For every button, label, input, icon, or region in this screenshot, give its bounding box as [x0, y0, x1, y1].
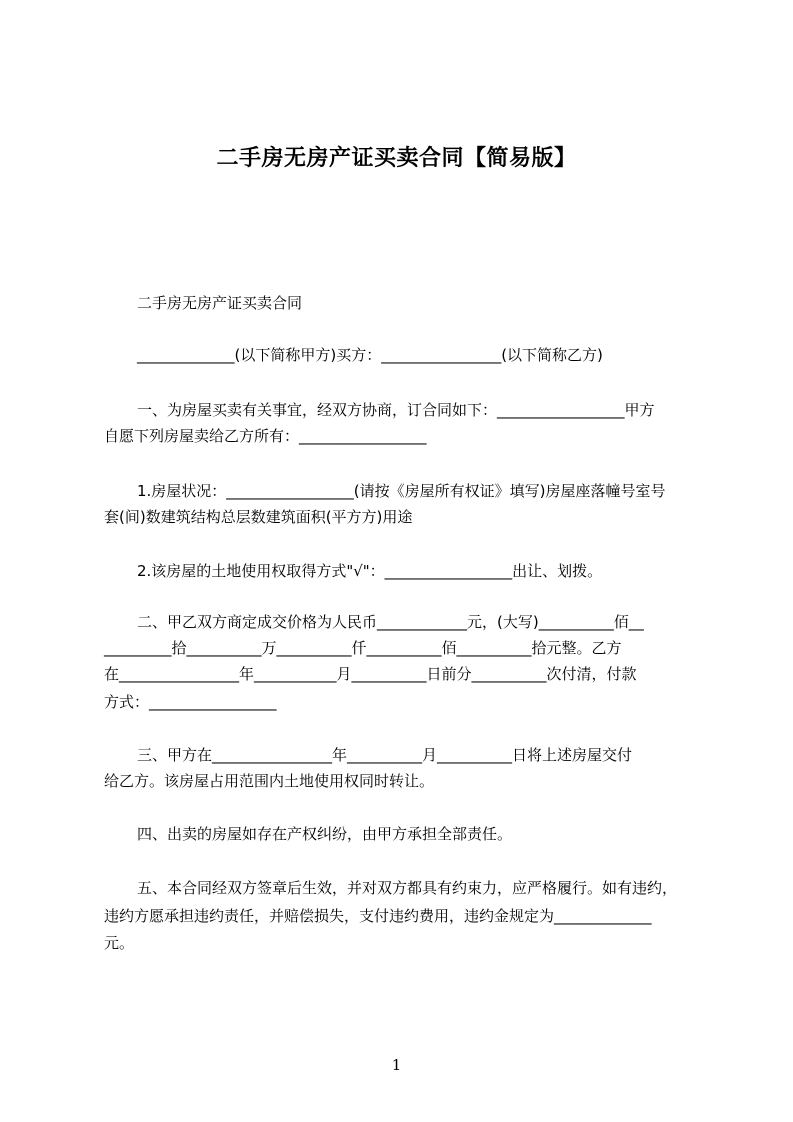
clause-5-line-3: 元。: [104, 934, 135, 952]
page-number: 1: [391, 1056, 402, 1074]
clause-1-line-2: 自愿下列房屋卖给乙方所有：_________________: [104, 427, 427, 445]
clause-4-line: 四、出卖的房屋如存在产权纠纷，由甲方承担全部责任。: [137, 825, 513, 843]
clause-3-line-1: 三、甲方在________________年__________月__________日将上述房屋交付: [137, 746, 633, 764]
clause-3-line-2: 给乙方。该房屋占用范围内土地使用权同时转让。: [104, 772, 435, 790]
clause-5-line-2: 违约方愿承担违约责任，并赔偿损失，支付违约费用，违约金规定为_____________: [104, 907, 652, 925]
clause-2-line-1: 二、甲乙双方商定成交价格为人民币____________元，(大写)__________佰__: [137, 613, 644, 631]
item-1-line-2: 套(间)数建筑结构总层数建筑面积(平方方)用途: [104, 508, 413, 526]
clause-5-line-1: 五、本合同经双方签章后生效，并对双方都具有约束力，应严格履行。如有违约，: [137, 879, 678, 897]
clause-1-line-1: 一、为房屋买卖有关事宜，经双方协商，订合同如下：_________________甲方: [137, 401, 655, 419]
item-1-line-1: 1.房屋状况：_________________(请按《房屋所有权证》填写)房屋座落幢号室号: [137, 482, 666, 500]
item-2-line: 2.该房屋的土地使用权取得方式"√"：_________________出让、划拨。: [137, 562, 603, 580]
parties-line: _____________(以下简称甲方)买方：________________(以下简称乙方): [137, 346, 603, 364]
clause-2-line-3: 在________________年___________月__________日前分__________次付清，付款: [104, 665, 637, 683]
document-title: 二手房无房产证买卖合同【简易版】: [216, 146, 577, 171]
contract-subtitle: 二手房无房产证买卖合同: [137, 294, 303, 312]
clause-2-line-2: _________拾__________万__________仟__________佰__________拾元整。乙方: [104, 639, 622, 657]
clause-2-line-4: 方式：_________________: [104, 693, 277, 711]
